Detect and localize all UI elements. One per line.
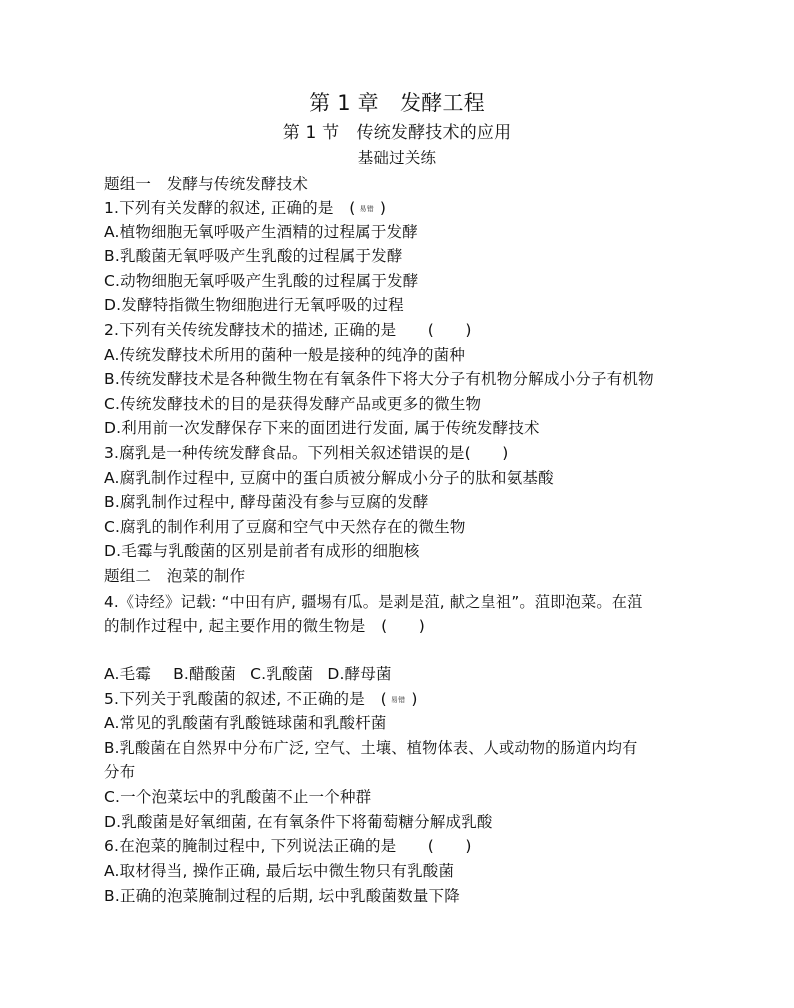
group2-title: 题组二 泡菜的制作 bbox=[104, 567, 246, 585]
q5-option-b-line1: B.乳酸菌在自然界中分布广泛, 空气、土壤、植物体表、人或动物的肠道内均有 bbox=[104, 739, 638, 757]
q4-options bbox=[104, 664, 392, 684]
q1-option-a: A.植物细胞无氧呼吸产生酒精的过程属于发酵 bbox=[104, 223, 418, 241]
q3-stem: 3.腐乳是一种传统发酵食品。下列相关叙述错误的是( ) bbox=[104, 444, 509, 462]
q5-stem-text: 5.下列关于乳酸菌的叙述, 不正确的是 ( bbox=[104, 690, 387, 708]
q5-stem bbox=[104, 689, 418, 710]
q1-stem bbox=[104, 198, 386, 219]
q1-option-c: C.动物细胞无氧呼吸产生乳酸的过程属于发酵 bbox=[104, 272, 419, 290]
q4-stem-line2: 的制作过程中, 起主要作用的微生物是 ( ) bbox=[104, 617, 426, 635]
q2-option-a: A.传统发酵技术所用的菌种一般是接种的纯净的菌种 bbox=[104, 346, 466, 364]
q2-stem: 2.下列有关传统发酵技术的描述, 正确的是 ( ) bbox=[104, 321, 472, 339]
q1-tag: 易错 bbox=[359, 204, 374, 213]
q6-option-b: B.正确的泡菜腌制过程的后期, 坛中乳酸菌数量下降 bbox=[104, 887, 460, 905]
q4-option-c: C.乳酸菌 bbox=[250, 665, 314, 683]
q6-stem: 6.在泡菜的腌制过程中, 下列说法正确的是 ( ) bbox=[104, 837, 472, 855]
q5-option-c: C.一个泡菜坛中的乳酸菌不止一个种群 bbox=[104, 788, 372, 806]
q1-option-d: D.发酵特指微生物细胞进行无氧呼吸的过程 bbox=[104, 296, 404, 314]
q1-option-b: B.乳酸菌无氧呼吸产生乳酸的过程属于发酵 bbox=[104, 247, 403, 265]
chapter-title: 第 1 章 发酵工程 bbox=[309, 91, 485, 115]
q5-option-b-line2: 分布 bbox=[104, 763, 136, 781]
q3-option-c: C.腐乳的制作利用了豆腐和空气中天然存在的微生物 bbox=[104, 518, 466, 536]
q3-option-a: A.腐乳制作过程中, 豆腐中的蛋白质被分解成小分子的肽和氨基酸 bbox=[104, 469, 554, 487]
q5-option-d: D.乳酸菌是好氧细菌, 在有氧条件下将葡萄糖分解成乳酸 bbox=[104, 813, 493, 831]
q3-option-b: B.腐乳制作过程中, 酵母菌没有参与豆腐的发酵 bbox=[104, 493, 429, 511]
q3-option-d: D.毛霉与乳酸菌的区别是前者有成形的细胞核 bbox=[104, 542, 420, 560]
q2-option-b: B.传统发酵技术是各种微生物在有氧条件下将大分子有机物分解成小分子有机物 bbox=[104, 370, 654, 388]
q2-option-d: D.利用前一次发酵保存下来的面团进行发面, 属于传统发酵技术 bbox=[104, 419, 540, 437]
section-title: 第 1 节 传统发酵技术的应用 bbox=[282, 123, 512, 143]
q4-stem-line1: 4.《诗经》记载: “中田有庐, 疆埸有瓜。是剥是菹, 献之皇祖”。菹即泡菜。在菹 bbox=[104, 593, 643, 611]
group1-title: 题组一 发酵与传统发酵技术 bbox=[104, 175, 309, 193]
q4-option-b: B.醋酸菌 bbox=[173, 665, 237, 683]
q4-option-d: D.酵母菌 bbox=[327, 665, 392, 683]
page-subtitle: 基础过关练 bbox=[357, 149, 437, 167]
q5-close: ) bbox=[411, 690, 418, 708]
q5-tag: 易错 bbox=[390, 695, 406, 704]
q1-stem-text: 1.下列有关发酵的叙述, 正确的是 ( bbox=[104, 199, 356, 217]
q1-close: ) bbox=[379, 199, 387, 217]
q5-option-a: A.常见的乳酸菌有乳酸链球菌和乳酸杆菌 bbox=[104, 714, 387, 732]
q6-option-a: A.取材得当, 操作正确, 最后坛中微生物只有乳酸菌 bbox=[104, 862, 455, 880]
q2-option-c: C.传统发酵技术的目的是获得发酵产品或更多的微生物 bbox=[104, 395, 482, 413]
q4-option-a: A.毛霉 bbox=[104, 665, 152, 683]
